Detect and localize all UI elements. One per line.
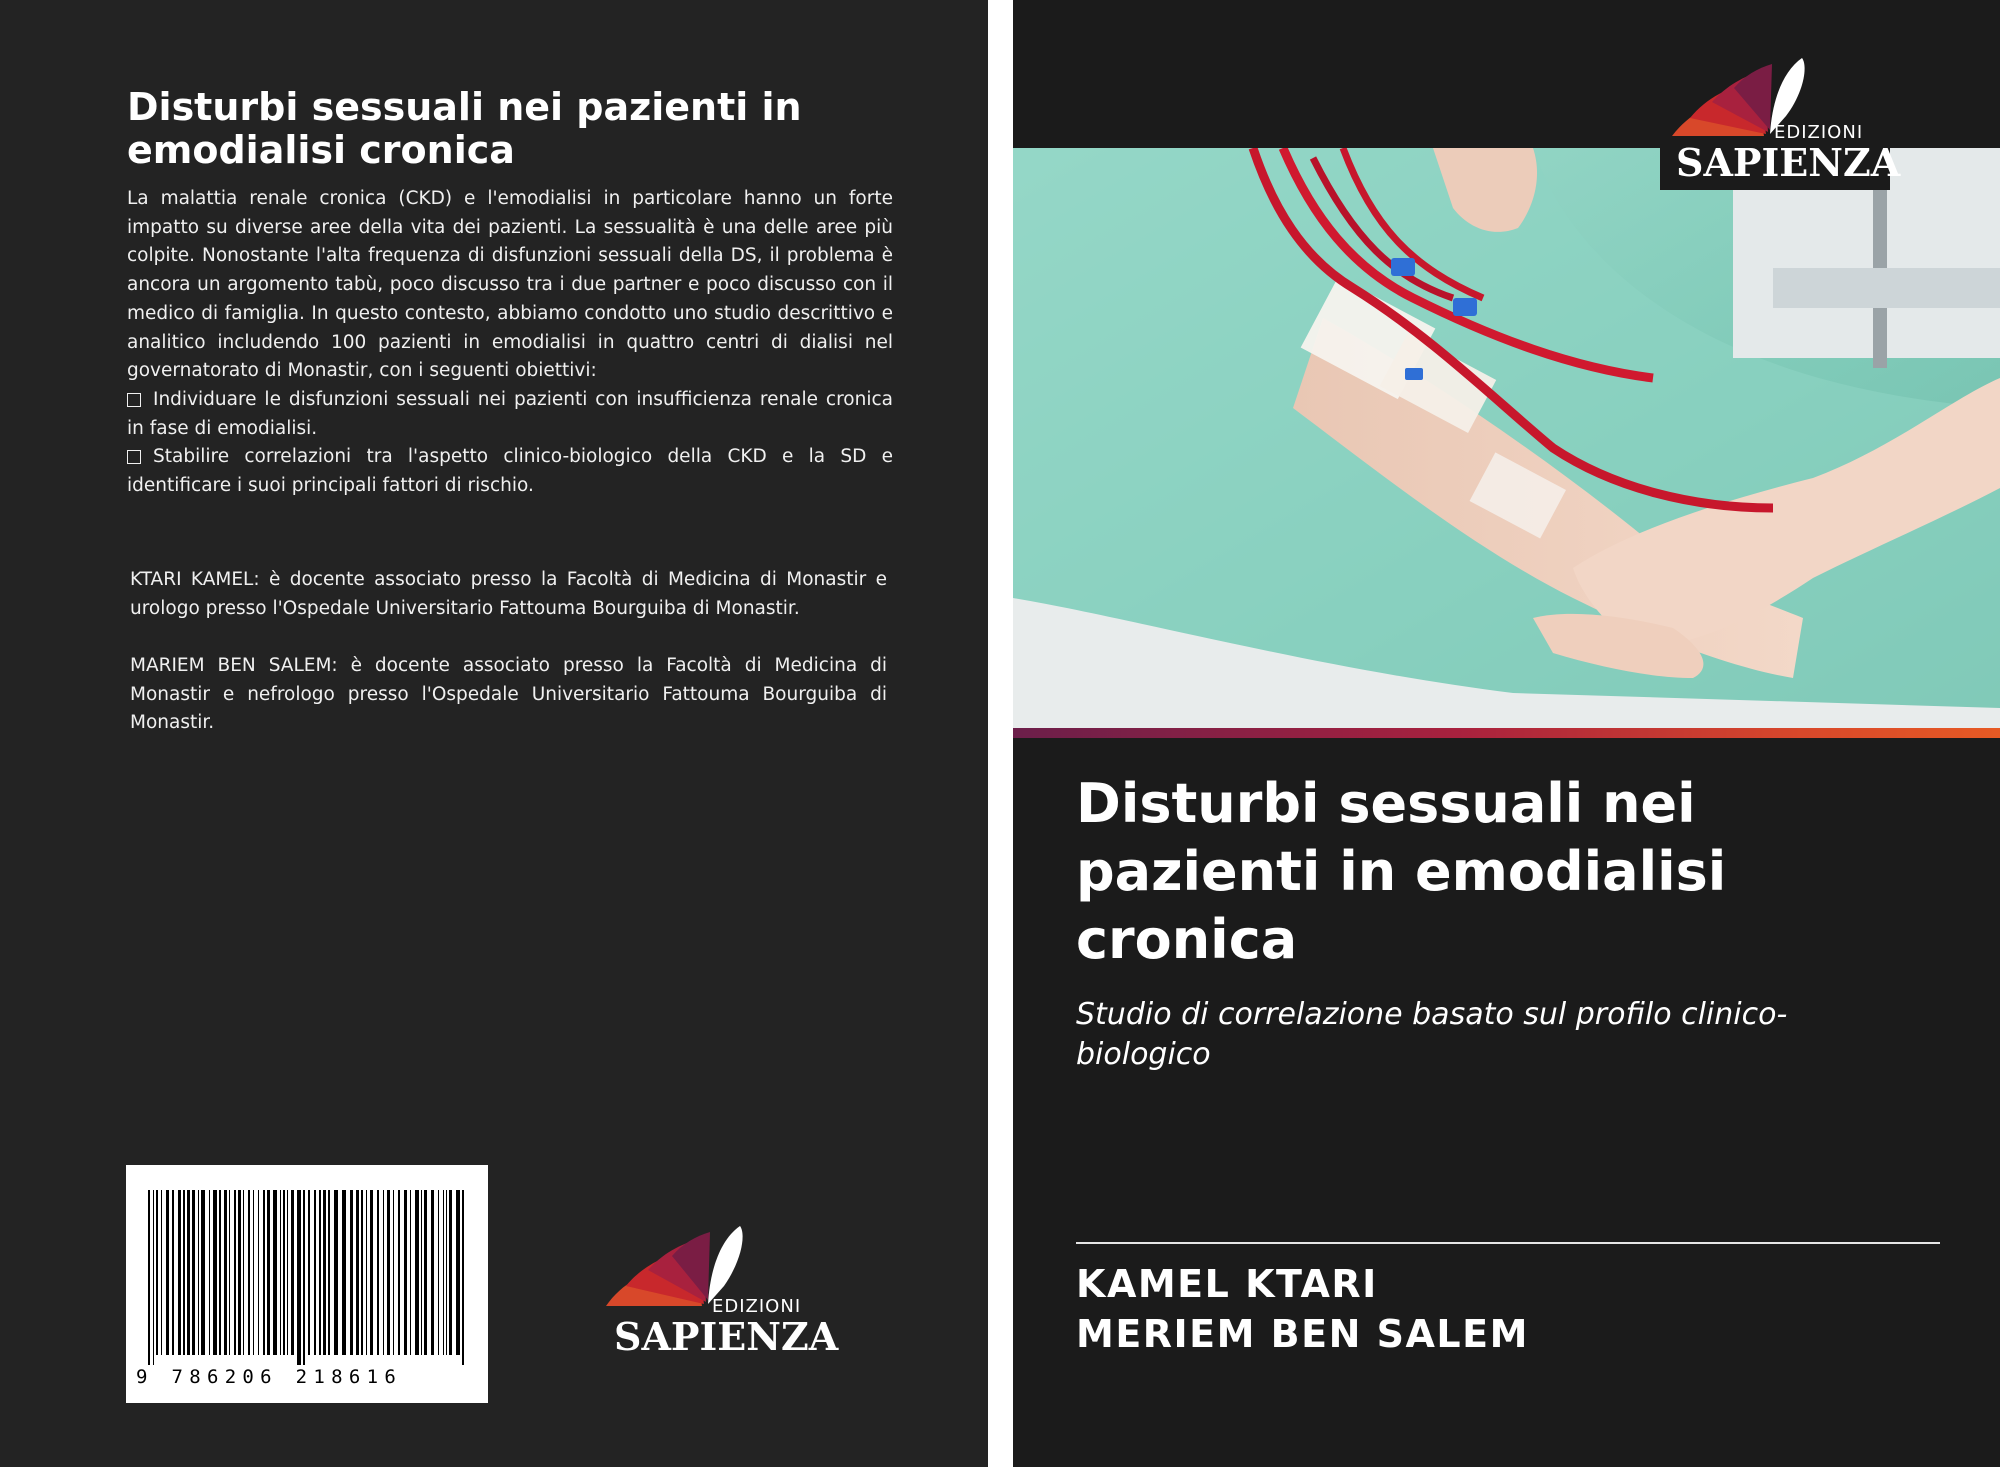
isbn-number: 9 786206 218616: [136, 1366, 403, 1388]
publisher-name-line2: SAPIENZA: [1676, 140, 1901, 185]
barcode-bar: [283, 1190, 285, 1355]
barcode-bar: [446, 1190, 447, 1355]
barcode-bar: [404, 1190, 407, 1355]
barcode-bar: [148, 1190, 150, 1365]
barcode-bar: [303, 1190, 305, 1365]
divider: [1076, 1242, 1940, 1244]
checkbox-bullet-icon: [127, 450, 141, 464]
publisher-name-line1: EDIZIONI: [1774, 122, 1864, 143]
cover-photo: [1013, 148, 2000, 728]
isbn-barcode: [126, 1165, 488, 1403]
barcode-bar: [201, 1190, 205, 1355]
barcode-bar: [462, 1190, 464, 1365]
barcode-bar: [243, 1190, 244, 1355]
spine-gap: [988, 0, 1013, 1467]
barcode-bar: [377, 1190, 379, 1355]
barcode-bar: [323, 1190, 326, 1355]
barcode-bar: [398, 1190, 400, 1355]
publisher-name-line1: EDIZIONI: [712, 1296, 802, 1317]
objective-item: [127, 443, 893, 500]
barcode-bar: [219, 1190, 221, 1355]
barcode-bar: [153, 1190, 154, 1365]
barcode-bar: [415, 1190, 419, 1355]
barcode-bar: [198, 1190, 199, 1355]
barcode-bar: [370, 1190, 373, 1355]
barcode-bar: [166, 1190, 169, 1355]
barcode-bar: [213, 1190, 217, 1355]
barcode-bar: [229, 1190, 230, 1355]
objective-item: [127, 386, 893, 443]
barcode-bar: [287, 1190, 288, 1355]
barcode-bar: [361, 1190, 363, 1355]
barcode-bar: [273, 1190, 277, 1355]
barcode-bar: [238, 1190, 241, 1355]
barcode-bar: [253, 1190, 254, 1355]
back-cover: [0, 0, 988, 1467]
front-cover: [1013, 0, 2000, 1467]
barcode-bar: [192, 1190, 195, 1355]
publisher-logo: [604, 1220, 839, 1360]
barcode-bar: [263, 1190, 265, 1355]
abstract-paragraph: La malattia renale cronica (CKD) e l'emodialisi in particolare hanno un forte impatto su diverse aree della vita dei pazienti. La sessualità è una delle aree più colpite. Nonostante l'alta frequenza di disfunzioni sessuali della DS, il problema è ancora un argomento tabù, poco discusso tra i due partner e poco discusso con il medico di famiglia. In questo contesto, abbiamo condotto uno studio descrittivo e analitico includendo 100 pazienti in emodialisi in quattro centri di dialisi nel governatorato di Monastir, con i seguenti obiettivi:: [127, 188, 893, 382]
barcode-bar: [328, 1190, 330, 1355]
publisher-logo: [1660, 54, 1901, 190]
barcode-bar: [366, 1190, 367, 1355]
barcode-bar: [314, 1190, 316, 1355]
barcode-bar: [267, 1190, 270, 1355]
barcode-bar: [280, 1190, 281, 1355]
front-cover-title: Disturbi sessuali nei pazienti in emodialisi cronica: [1076, 772, 1727, 971]
front-cover-subtitle: Studio di correlazione basato sul profilo clinico-biologico: [1076, 997, 1788, 1072]
barcode-bar: [334, 1190, 338, 1355]
barcode-bar: [356, 1190, 359, 1355]
barcode-bar: [224, 1190, 227, 1355]
back-cover-title: Disturbi sessuali nei pazienti in emodialisi cronica: [127, 85, 802, 172]
barcode-bar: [187, 1190, 190, 1355]
barcode-bar: [308, 1190, 310, 1355]
barcode-bar: [410, 1190, 411, 1355]
objective-text: Stabilire correlazioni tra l'aspetto clinico-biologico della CKD e la SD e identificare i suoi principali fattori di rischio.: [127, 446, 893, 497]
barcode-bar: [291, 1190, 294, 1355]
checkbox-bullet-icon: [127, 393, 141, 407]
back-cover-abstract: [127, 185, 893, 501]
barcode-bar: [258, 1190, 259, 1355]
barcode-bar: [178, 1190, 181, 1355]
objective-text: Individuare le disfunzioni sessuali nei pazienti con insufficienza renale cronica in fase di emodialisi.: [127, 388, 893, 439]
barcode-bar: [342, 1190, 346, 1355]
barcode-bar: [161, 1190, 162, 1355]
barcode-bar: [393, 1190, 394, 1355]
author-bio: MARIEM BEN SALEM: è docente associato presso la Facoltà di Medicina di Monastir e nefrologo presso l'Ospedale Universitario Fattouma Bourguiba di Monastir.: [130, 655, 887, 734]
barcode-bar: [383, 1190, 384, 1355]
barcode-bar: [438, 1190, 439, 1355]
publisher-name-line2: SAPIENZA: [614, 1314, 839, 1359]
barcode-bar: [172, 1190, 174, 1355]
barcode-bar: [449, 1190, 452, 1355]
barcode-bar: [183, 1190, 185, 1355]
barcode-bar: [431, 1190, 434, 1355]
barcode-bar: [234, 1190, 236, 1355]
barcode-bar: [209, 1190, 210, 1355]
barcode-bar: [248, 1190, 250, 1355]
barcode-bar: [424, 1190, 427, 1355]
barcode-bar: [443, 1190, 444, 1355]
barcode-bar: [297, 1190, 301, 1365]
barcode-bar: [156, 1190, 158, 1355]
accent-bar: [1013, 728, 2000, 738]
barcode-bar: [421, 1190, 422, 1355]
author-bio: KTARI KAMEL: è docente associato presso la Facoltà di Medicina di Monastir e urologo presso l'Ospedale Universitario Fattouma Bourguiba di Monastir.: [130, 569, 887, 619]
barcode-bar: [387, 1190, 390, 1355]
barcode-bar: [350, 1190, 353, 1355]
author-name: MERIEM BEN SALEM: [1076, 1312, 1529, 1356]
barcode-bar: [319, 1190, 321, 1355]
author-name: KAMEL KTARI: [1076, 1262, 1378, 1306]
barcode-bar: [456, 1190, 460, 1355]
